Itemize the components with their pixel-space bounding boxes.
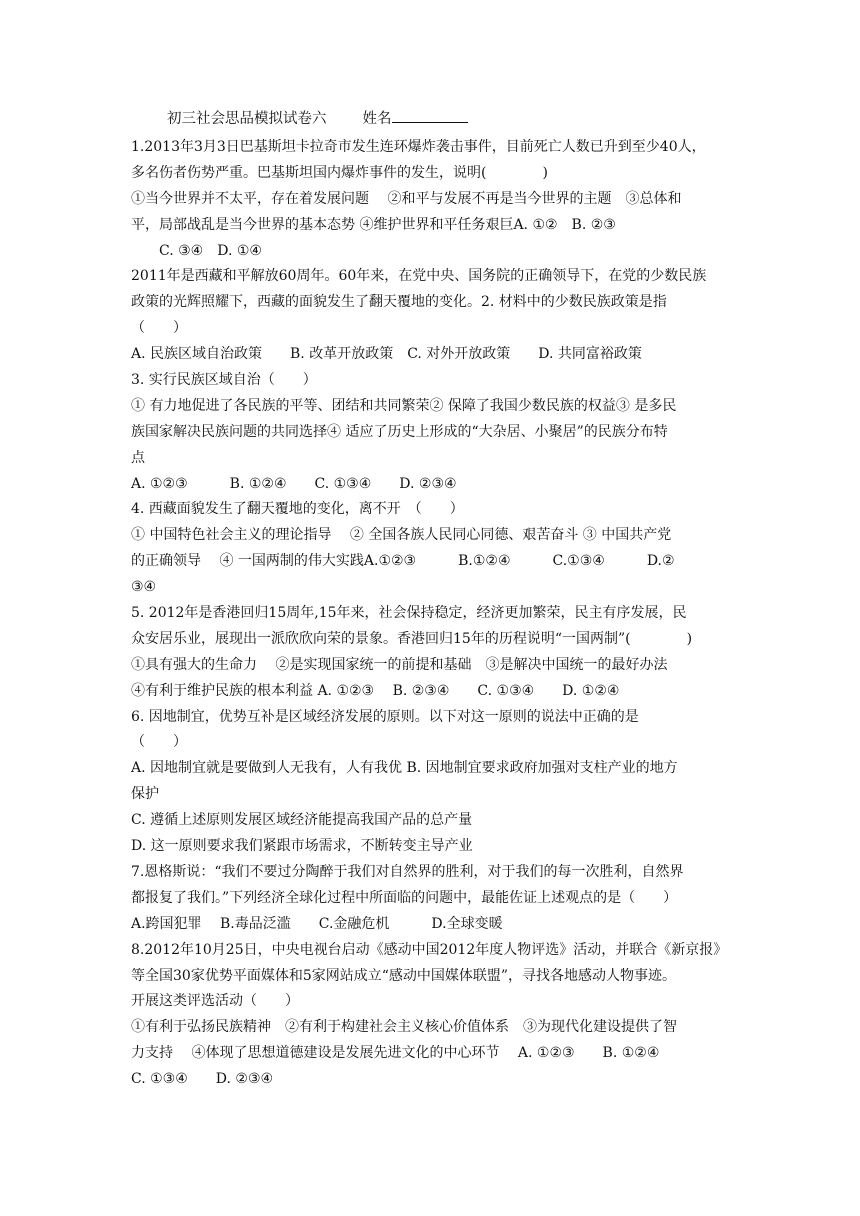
q2-line-2: （ ） <box>131 320 187 337</box>
q7-line-2: 都报复了我们。”下列经济全球化过程中所面临的问题中，最能佐证上述观点的是（ ） <box>131 889 678 906</box>
material-line-1: 2011年是西藏和平解放60周年。60年来，在党中央、国务院的正确领导下，在党的少数民族 <box>131 268 707 285</box>
q3-stem: 3. 实行民族区域自治（ ） <box>131 372 317 389</box>
exam-body <box>131 135 736 1093</box>
q6-option-a-cont: 保护 <box>131 786 159 803</box>
q3-line-2: 族国家解决民族问题的共同选择④ 适应了历史上形成的“大杂居、小聚居”的民族分布特 <box>131 423 668 440</box>
q1-line-4: 平，局部战乱是当今世界的基本态势 ④维护世界和平任务艰巨A. ①② B. ②③ <box>131 216 616 233</box>
q8-line-3: 开展这类评选活动（ ） <box>131 993 299 1010</box>
q5-line-2: 众安居乐业，展现出一派欣欣向荣的景象。香港回归15年的历程说明“一国两制”( ) <box>131 630 693 647</box>
q6-option-a: A. 因地制宜就是要做到人无我有，人有我优 B. 因地制宜要求政府加强对支柱产业的地方 <box>131 760 678 777</box>
q7-options: A.跨国犯罪 B.毒品泛滥 C.金融危机 D.全球变暖 <box>131 915 503 932</box>
q8-line-1: 8.2012年10月25日，中央电视台启动《感动中国2012年度人物评选》活动，并联合《新京报》 <box>131 941 728 958</box>
q8-line-5: 力支持 ④体现了思想道德建设是发展先进文化的中心环节 A. ①②③ B. ①②④ <box>131 1045 660 1062</box>
q6-option-d: D. 这一原则要求我们紧跟市场需求，不断转变主导产业 <box>131 838 473 855</box>
q2-options: A. 民族区域自治政策 B. 改革开放政策 C. 对外开放政策 D. 共同富裕政策 <box>131 346 642 363</box>
q4-stem: 4. 西藏面貌发生了翻天覆地的变化，离不开 （ ） <box>131 501 464 518</box>
q6-option-c: C. 遵循上述原则发展区域经济能提高我国产品的总产量 <box>131 812 473 829</box>
q1-line-3: ①当今世界并不太平，存在着发展问题 ②和平与发展不再是当今世界的主题 ③总体和 <box>131 190 682 207</box>
name-blank-line[interactable] <box>392 105 468 123</box>
q5-line-1: 5. 2012年是香港回归15周年,15年来，社会保持稳定，经济更加繁荣，民主有序发展，民 <box>131 605 687 622</box>
q2-line-1: 政策的光辉照耀下，西藏的面貌发生了翻天覆地的变化。2. 材料中的少数民族政策是指 <box>131 294 667 311</box>
q1-line-2: 多名伤者伤势严重。巴基斯坦国内爆炸事件的发生，说明( ) <box>131 164 548 181</box>
exam-header <box>167 105 468 129</box>
q3-options: A. ①②③ B. ①②④ C. ①③④ D. ②③④ <box>131 475 457 492</box>
q1-options: C. ③④ D. ①④ <box>159 242 262 259</box>
q4-line-2: 的正确领导 ④ 一国两制的伟大实践A.①②③ B.①②④ C.①③④ D.② <box>131 553 675 570</box>
q4-line-1: ① 中国特色社会主义的理论指导 ② 全国各族人民同心同德、艰苦奋斗 ③ 中国共产党 <box>131 527 672 544</box>
q3-line-1: ① 有力地促进了各民族的平等、团结和共同繁荣② 保障了我国少数民族的权益③ 是多民 <box>131 397 677 414</box>
exam-title: 初三社会思品模拟试卷六 <box>167 111 327 127</box>
q7-line-1: 7.恩格斯说：“我们不要过分陶醉于我们对自然界的胜利，对于我们的每一次胜利，自然界 <box>131 863 684 880</box>
q8-line-4: ①有利于弘扬民族精神 ②有利于构建社会主义核心价值体系 ③为现代化建设提供了智 <box>131 1019 677 1036</box>
q4-line-3: ③④ <box>131 579 157 596</box>
name-label: 姓名 <box>362 111 392 127</box>
q8-line-2: 等全国30家优势平面媒体和5家网站成立“感动中国媒体联盟”，寻找各地感动人物事迹。 <box>131 967 677 984</box>
q1-line-1: 1.2013年3月3日巴基斯坦卡拉奇市发生连环爆炸袭击事件，目前死亡人数已升到至少40人， <box>131 139 706 155</box>
q6-line-2: （ ） <box>131 734 187 751</box>
q5-options: ④有利于维护民族的根本利益 A. ①②③ B. ②③④ C. ①③④ D. ①②④ <box>131 682 620 699</box>
q3-line-3: 点 <box>131 449 145 466</box>
q5-line-3: ①具有强大的生命力 ②是实现国家统一的前提和基础 ③是解决中国统一的最好办法 <box>131 656 668 673</box>
q6-line-1: 6. 因地制宜，优势互补是区域经济发展的原则。以下对这一原则的说法中正确的是 <box>131 708 639 725</box>
q8-options: C. ①③④ D. ②③④ <box>131 1071 274 1088</box>
